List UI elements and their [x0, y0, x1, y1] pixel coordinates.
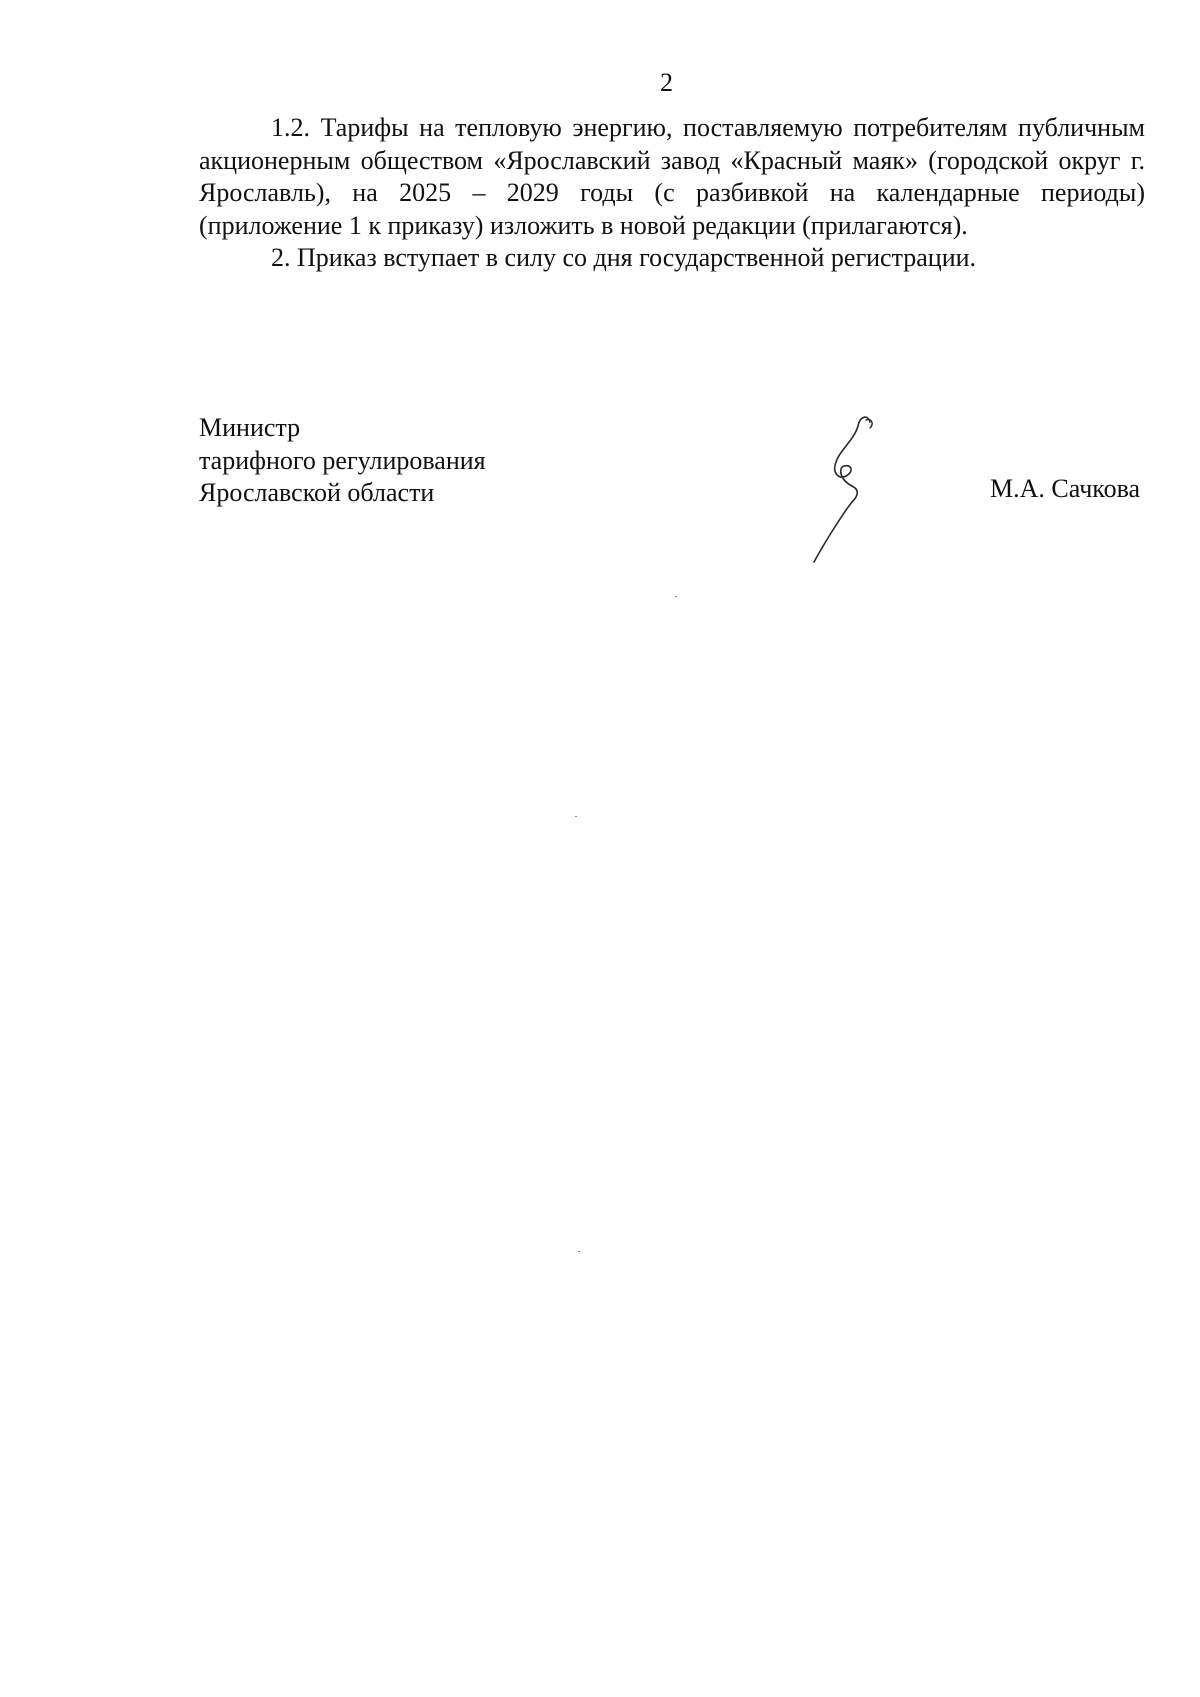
- scan-speck: [675, 596, 677, 597]
- position-line-1: Министр: [199, 413, 301, 442]
- paragraph-2: 2. Приказ вступает в силу со дня государственной регистрации.: [271, 243, 977, 272]
- page-number: 2: [660, 68, 673, 97]
- signatory-position: [199, 412, 486, 510]
- position-line-2: тарифного регулирования: [199, 445, 486, 475]
- position-line-3: Ярославской области: [199, 478, 435, 507]
- signer-name: М.А. Сачкова: [990, 474, 1141, 503]
- document-body: [199, 112, 1145, 275]
- scan-speck: [578, 1251, 580, 1252]
- scan-speck: [575, 816, 577, 817]
- handwritten-signature: [800, 410, 880, 570]
- paragraph-1-2: 1.2. Тарифы на тепловую энергию, поставляемую потребителям публичным акционерным обществом «Ярославский завод «Красный маяк» (городской округ г. Ярославль), на 2025 – 2029 годы (с разбивкой на календарные периоды) (приложение 1 к приказу) изложить в новой редакции (прилагаются).: [199, 113, 1145, 240]
